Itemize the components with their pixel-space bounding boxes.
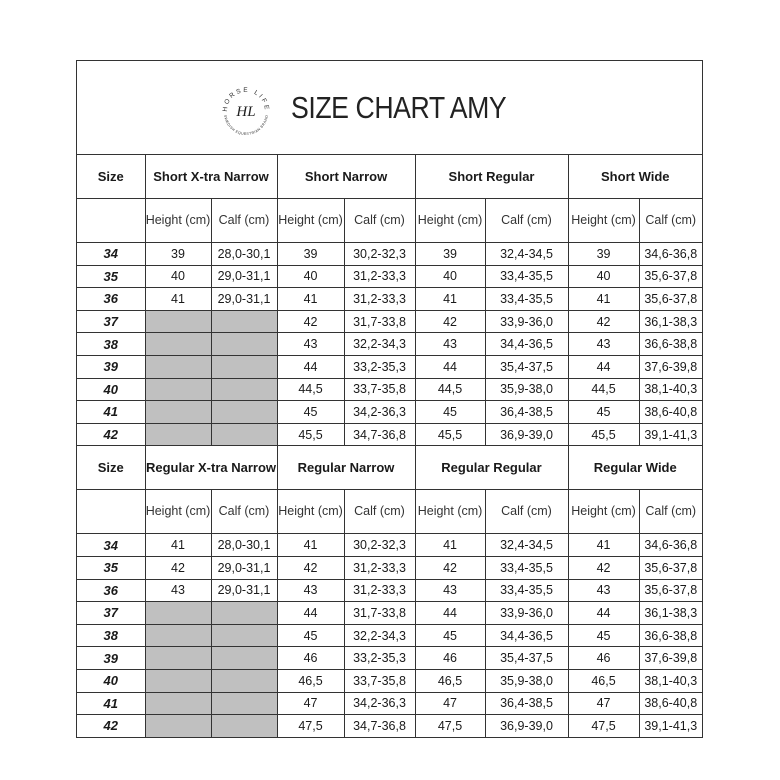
height-cell: 44 bbox=[415, 355, 485, 378]
calf-cell: 39,1-41,3 bbox=[639, 715, 702, 737]
height-cell: 45 bbox=[415, 401, 485, 424]
calf-cell: 30,2-32,3 bbox=[344, 243, 415, 266]
size-cell: 42 bbox=[77, 423, 145, 446]
unavailable-cell bbox=[145, 355, 211, 378]
unavailable-cell bbox=[145, 310, 211, 333]
height-cell: 45 bbox=[415, 624, 485, 647]
horse-life-logo-icon bbox=[218, 83, 274, 139]
height-cell: 40 bbox=[277, 265, 344, 288]
calf-cell: 38,1-40,3 bbox=[639, 669, 702, 692]
unavailable-cell bbox=[211, 669, 277, 692]
height-cell: 43 bbox=[277, 579, 344, 602]
height-cell: 42 bbox=[415, 310, 485, 333]
table-row bbox=[77, 579, 702, 602]
height-cell: 43 bbox=[568, 333, 639, 356]
calf-cell: 36,6-38,8 bbox=[639, 624, 702, 647]
height-cell: 47,5 bbox=[277, 715, 344, 737]
unavailable-cell bbox=[145, 715, 211, 737]
calf-cell: 35,6-37,8 bbox=[639, 556, 702, 579]
calf-cell: 33,4-35,5 bbox=[485, 579, 568, 602]
unavailable-cell bbox=[145, 333, 211, 356]
height-header: Height (cm) bbox=[415, 199, 485, 243]
height-header: Height (cm) bbox=[568, 490, 639, 534]
size-table bbox=[77, 155, 702, 737]
unavailable-cell bbox=[211, 602, 277, 625]
size-cell: 40 bbox=[77, 669, 145, 692]
height-cell: 47,5 bbox=[415, 715, 485, 737]
calf-cell: 30,2-32,3 bbox=[344, 534, 415, 557]
height-cell: 46,5 bbox=[277, 669, 344, 692]
height-cell: 45,5 bbox=[415, 423, 485, 446]
table-row bbox=[77, 534, 702, 557]
size-cell: 41 bbox=[77, 401, 145, 424]
calf-cell: 38,6-40,8 bbox=[639, 401, 702, 424]
calf-cell: 34,7-36,8 bbox=[344, 423, 415, 446]
height-cell: 40 bbox=[145, 265, 211, 288]
size-column-header: Size bbox=[77, 155, 145, 199]
calf-cell: 31,2-33,3 bbox=[344, 556, 415, 579]
calf-cell: 36,4-38,5 bbox=[485, 692, 568, 715]
table-row bbox=[77, 333, 702, 356]
calf-cell: 29,0-31,1 bbox=[211, 556, 277, 579]
calf-header: Calf (cm) bbox=[639, 490, 702, 534]
unavailable-cell bbox=[211, 692, 277, 715]
calf-cell: 35,4-37,5 bbox=[485, 355, 568, 378]
height-cell: 42 bbox=[277, 556, 344, 579]
unavailable-cell bbox=[211, 401, 277, 424]
table-row bbox=[77, 715, 702, 737]
size-chart bbox=[76, 60, 703, 738]
height-cell: 41 bbox=[277, 534, 344, 557]
calf-cell: 36,4-38,5 bbox=[485, 401, 568, 424]
height-cell: 45 bbox=[277, 401, 344, 424]
table-row bbox=[77, 310, 702, 333]
calf-cell: 34,7-36,8 bbox=[344, 715, 415, 737]
table-row bbox=[77, 243, 702, 266]
table-row bbox=[77, 265, 702, 288]
calf-cell: 31,7-33,8 bbox=[344, 310, 415, 333]
height-cell: 47 bbox=[568, 692, 639, 715]
calf-cell: 36,1-38,3 bbox=[639, 310, 702, 333]
calf-cell: 36,1-38,3 bbox=[639, 602, 702, 625]
height-cell: 45,5 bbox=[568, 423, 639, 446]
table-row bbox=[77, 401, 702, 424]
calf-cell: 32,4-34,5 bbox=[485, 534, 568, 557]
calf-header: Calf (cm) bbox=[344, 490, 415, 534]
measure-header-row bbox=[77, 199, 702, 243]
calf-cell: 28,0-30,1 bbox=[211, 534, 277, 557]
height-cell: 44 bbox=[568, 602, 639, 625]
calf-cell: 33,4-35,5 bbox=[485, 556, 568, 579]
height-cell: 42 bbox=[415, 556, 485, 579]
calf-cell: 28,0-30,1 bbox=[211, 243, 277, 266]
unavailable-cell bbox=[211, 624, 277, 647]
unavailable-cell bbox=[145, 423, 211, 446]
height-cell: 44,5 bbox=[415, 378, 485, 401]
unavailable-cell bbox=[145, 401, 211, 424]
height-cell: 46 bbox=[277, 647, 344, 670]
height-cell: 41 bbox=[568, 288, 639, 311]
calf-cell: 31,2-33,3 bbox=[344, 579, 415, 602]
height-cell: 41 bbox=[568, 534, 639, 557]
table-row bbox=[77, 355, 702, 378]
height-cell: 42 bbox=[568, 556, 639, 579]
height-cell: 43 bbox=[145, 579, 211, 602]
calf-cell: 38,1-40,3 bbox=[639, 378, 702, 401]
unavailable-cell bbox=[211, 715, 277, 737]
calf-cell: 33,4-35,5 bbox=[485, 265, 568, 288]
table-row bbox=[77, 602, 702, 625]
unavailable-cell bbox=[211, 333, 277, 356]
height-cell: 44 bbox=[568, 355, 639, 378]
height-cell: 44 bbox=[277, 602, 344, 625]
height-cell: 44,5 bbox=[568, 378, 639, 401]
calf-cell: 29,0-31,1 bbox=[211, 265, 277, 288]
height-header: Height (cm) bbox=[415, 490, 485, 534]
table-row bbox=[77, 624, 702, 647]
calf-cell: 39,1-41,3 bbox=[639, 423, 702, 446]
height-cell: 47,5 bbox=[568, 715, 639, 737]
height-cell: 39 bbox=[568, 243, 639, 266]
calf-cell: 34,2-36,3 bbox=[344, 692, 415, 715]
height-cell: 43 bbox=[277, 333, 344, 356]
unavailable-cell bbox=[145, 602, 211, 625]
calf-cell: 35,9-38,0 bbox=[485, 378, 568, 401]
height-header: Height (cm) bbox=[145, 199, 211, 243]
fit-group-header: Short Regular bbox=[415, 155, 568, 199]
height-cell: 39 bbox=[145, 243, 211, 266]
calf-cell: 32,2-34,3 bbox=[344, 333, 415, 356]
calf-cell: 37,6-39,8 bbox=[639, 647, 702, 670]
size-cell: 39 bbox=[77, 647, 145, 670]
size-cell: 41 bbox=[77, 692, 145, 715]
unavailable-cell bbox=[211, 378, 277, 401]
calf-header: Calf (cm) bbox=[485, 490, 568, 534]
fit-group-header: Regular Wide bbox=[568, 446, 702, 490]
fit-group-header: Short X-tra Narrow bbox=[145, 155, 277, 199]
height-cell: 45 bbox=[568, 401, 639, 424]
height-header: Height (cm) bbox=[568, 199, 639, 243]
group-header-row bbox=[77, 446, 702, 490]
height-cell: 47 bbox=[277, 692, 344, 715]
size-cell: 40 bbox=[77, 378, 145, 401]
size-cell: 34 bbox=[77, 243, 145, 266]
logo-tagline-text: SWEDISH EQUESTRIAN BRAND bbox=[223, 114, 269, 137]
height-cell: 46 bbox=[415, 647, 485, 670]
unavailable-cell bbox=[145, 669, 211, 692]
height-cell: 40 bbox=[415, 265, 485, 288]
size-column-header: Size bbox=[77, 446, 145, 490]
size-cell: 37 bbox=[77, 602, 145, 625]
logo-brand-text: HORSE LIFE bbox=[221, 86, 271, 113]
calf-header: Calf (cm) bbox=[485, 199, 568, 243]
measure-header-row bbox=[77, 490, 702, 534]
fit-group-header: Short Narrow bbox=[277, 155, 415, 199]
page-title: SIZE CHART AMY bbox=[291, 90, 507, 125]
size-cell: 36 bbox=[77, 579, 145, 602]
height-cell: 45 bbox=[277, 624, 344, 647]
calf-cell: 33,7-35,8 bbox=[344, 669, 415, 692]
calf-cell: 35,6-37,8 bbox=[639, 288, 702, 311]
calf-cell: 35,6-37,8 bbox=[639, 265, 702, 288]
height-cell: 46 bbox=[568, 647, 639, 670]
calf-cell: 29,0-31,1 bbox=[211, 579, 277, 602]
calf-cell: 33,2-35,3 bbox=[344, 647, 415, 670]
calf-cell: 36,9-39,0 bbox=[485, 423, 568, 446]
calf-cell: 33,9-36,0 bbox=[485, 602, 568, 625]
calf-cell: 36,6-38,8 bbox=[639, 333, 702, 356]
height-cell: 46,5 bbox=[415, 669, 485, 692]
calf-cell: 33,7-35,8 bbox=[344, 378, 415, 401]
table-row bbox=[77, 692, 702, 715]
calf-cell: 34,4-36,5 bbox=[485, 624, 568, 647]
table-row bbox=[77, 669, 702, 692]
fit-group-header: Short Wide bbox=[568, 155, 702, 199]
calf-cell: 32,4-34,5 bbox=[485, 243, 568, 266]
fit-group-header: Regular X-tra Narrow bbox=[145, 446, 277, 490]
calf-cell: 34,6-36,8 bbox=[639, 243, 702, 266]
calf-cell: 34,2-36,3 bbox=[344, 401, 415, 424]
calf-cell: 34,4-36,5 bbox=[485, 333, 568, 356]
height-cell: 45 bbox=[568, 624, 639, 647]
size-cell: 34 bbox=[77, 534, 145, 557]
height-header: Height (cm) bbox=[145, 490, 211, 534]
calf-cell: 31,7-33,8 bbox=[344, 602, 415, 625]
size-cell: 42 bbox=[77, 715, 145, 737]
unavailable-cell bbox=[145, 378, 211, 401]
table-row bbox=[77, 378, 702, 401]
height-cell: 41 bbox=[145, 534, 211, 557]
calf-cell: 32,2-34,3 bbox=[344, 624, 415, 647]
group-header-row bbox=[77, 155, 702, 199]
calf-cell: 31,2-33,3 bbox=[344, 288, 415, 311]
calf-header: Calf (cm) bbox=[344, 199, 415, 243]
calf-cell: 35,9-38,0 bbox=[485, 669, 568, 692]
height-cell: 42 bbox=[277, 310, 344, 333]
calf-cell: 33,2-35,3 bbox=[344, 355, 415, 378]
unavailable-cell bbox=[211, 310, 277, 333]
table-row bbox=[77, 423, 702, 446]
logo-monogram: HL bbox=[236, 104, 256, 120]
height-cell: 39 bbox=[415, 243, 485, 266]
unavailable-cell bbox=[211, 355, 277, 378]
calf-cell: 33,4-35,5 bbox=[485, 288, 568, 311]
chart-header bbox=[77, 61, 702, 155]
height-cell: 41 bbox=[415, 288, 485, 311]
size-cell: 35 bbox=[77, 265, 145, 288]
height-cell: 42 bbox=[145, 556, 211, 579]
fit-group-header: Regular Regular bbox=[415, 446, 568, 490]
table-row bbox=[77, 288, 702, 311]
height-cell: 39 bbox=[277, 243, 344, 266]
height-cell: 41 bbox=[145, 288, 211, 311]
height-cell: 43 bbox=[415, 333, 485, 356]
calf-cell: 29,0-31,1 bbox=[211, 288, 277, 311]
fit-group-header: Regular Narrow bbox=[277, 446, 415, 490]
size-cell: 36 bbox=[77, 288, 145, 311]
height-cell: 41 bbox=[415, 534, 485, 557]
size-cell: 38 bbox=[77, 333, 145, 356]
height-cell: 40 bbox=[568, 265, 639, 288]
height-cell: 47 bbox=[415, 692, 485, 715]
size-cell: 38 bbox=[77, 624, 145, 647]
height-cell: 43 bbox=[568, 579, 639, 602]
height-header: Height (cm) bbox=[277, 199, 344, 243]
height-cell: 44 bbox=[277, 355, 344, 378]
empty-header-cell bbox=[77, 199, 145, 243]
height-cell: 46,5 bbox=[568, 669, 639, 692]
calf-cell: 38,6-40,8 bbox=[639, 692, 702, 715]
height-header: Height (cm) bbox=[277, 490, 344, 534]
calf-header: Calf (cm) bbox=[639, 199, 702, 243]
calf-header: Calf (cm) bbox=[211, 199, 277, 243]
unavailable-cell bbox=[145, 692, 211, 715]
unavailable-cell bbox=[145, 624, 211, 647]
height-cell: 41 bbox=[277, 288, 344, 311]
calf-cell: 36,9-39,0 bbox=[485, 715, 568, 737]
empty-header-cell bbox=[77, 490, 145, 534]
height-cell: 44 bbox=[415, 602, 485, 625]
calf-cell: 37,6-39,8 bbox=[639, 355, 702, 378]
unavailable-cell bbox=[211, 647, 277, 670]
table-row bbox=[77, 556, 702, 579]
calf-cell: 33,9-36,0 bbox=[485, 310, 568, 333]
height-cell: 44,5 bbox=[277, 378, 344, 401]
calf-cell: 35,6-37,8 bbox=[639, 579, 702, 602]
height-cell: 45,5 bbox=[277, 423, 344, 446]
size-cell: 37 bbox=[77, 310, 145, 333]
calf-cell: 35,4-37,5 bbox=[485, 647, 568, 670]
size-cell: 35 bbox=[77, 556, 145, 579]
height-cell: 43 bbox=[415, 579, 485, 602]
size-cell: 39 bbox=[77, 355, 145, 378]
calf-cell: 31,2-33,3 bbox=[344, 265, 415, 288]
unavailable-cell bbox=[145, 647, 211, 670]
table-row bbox=[77, 647, 702, 670]
height-cell: 42 bbox=[568, 310, 639, 333]
calf-header: Calf (cm) bbox=[211, 490, 277, 534]
unavailable-cell bbox=[211, 423, 277, 446]
calf-cell: 34,6-36,8 bbox=[639, 534, 702, 557]
